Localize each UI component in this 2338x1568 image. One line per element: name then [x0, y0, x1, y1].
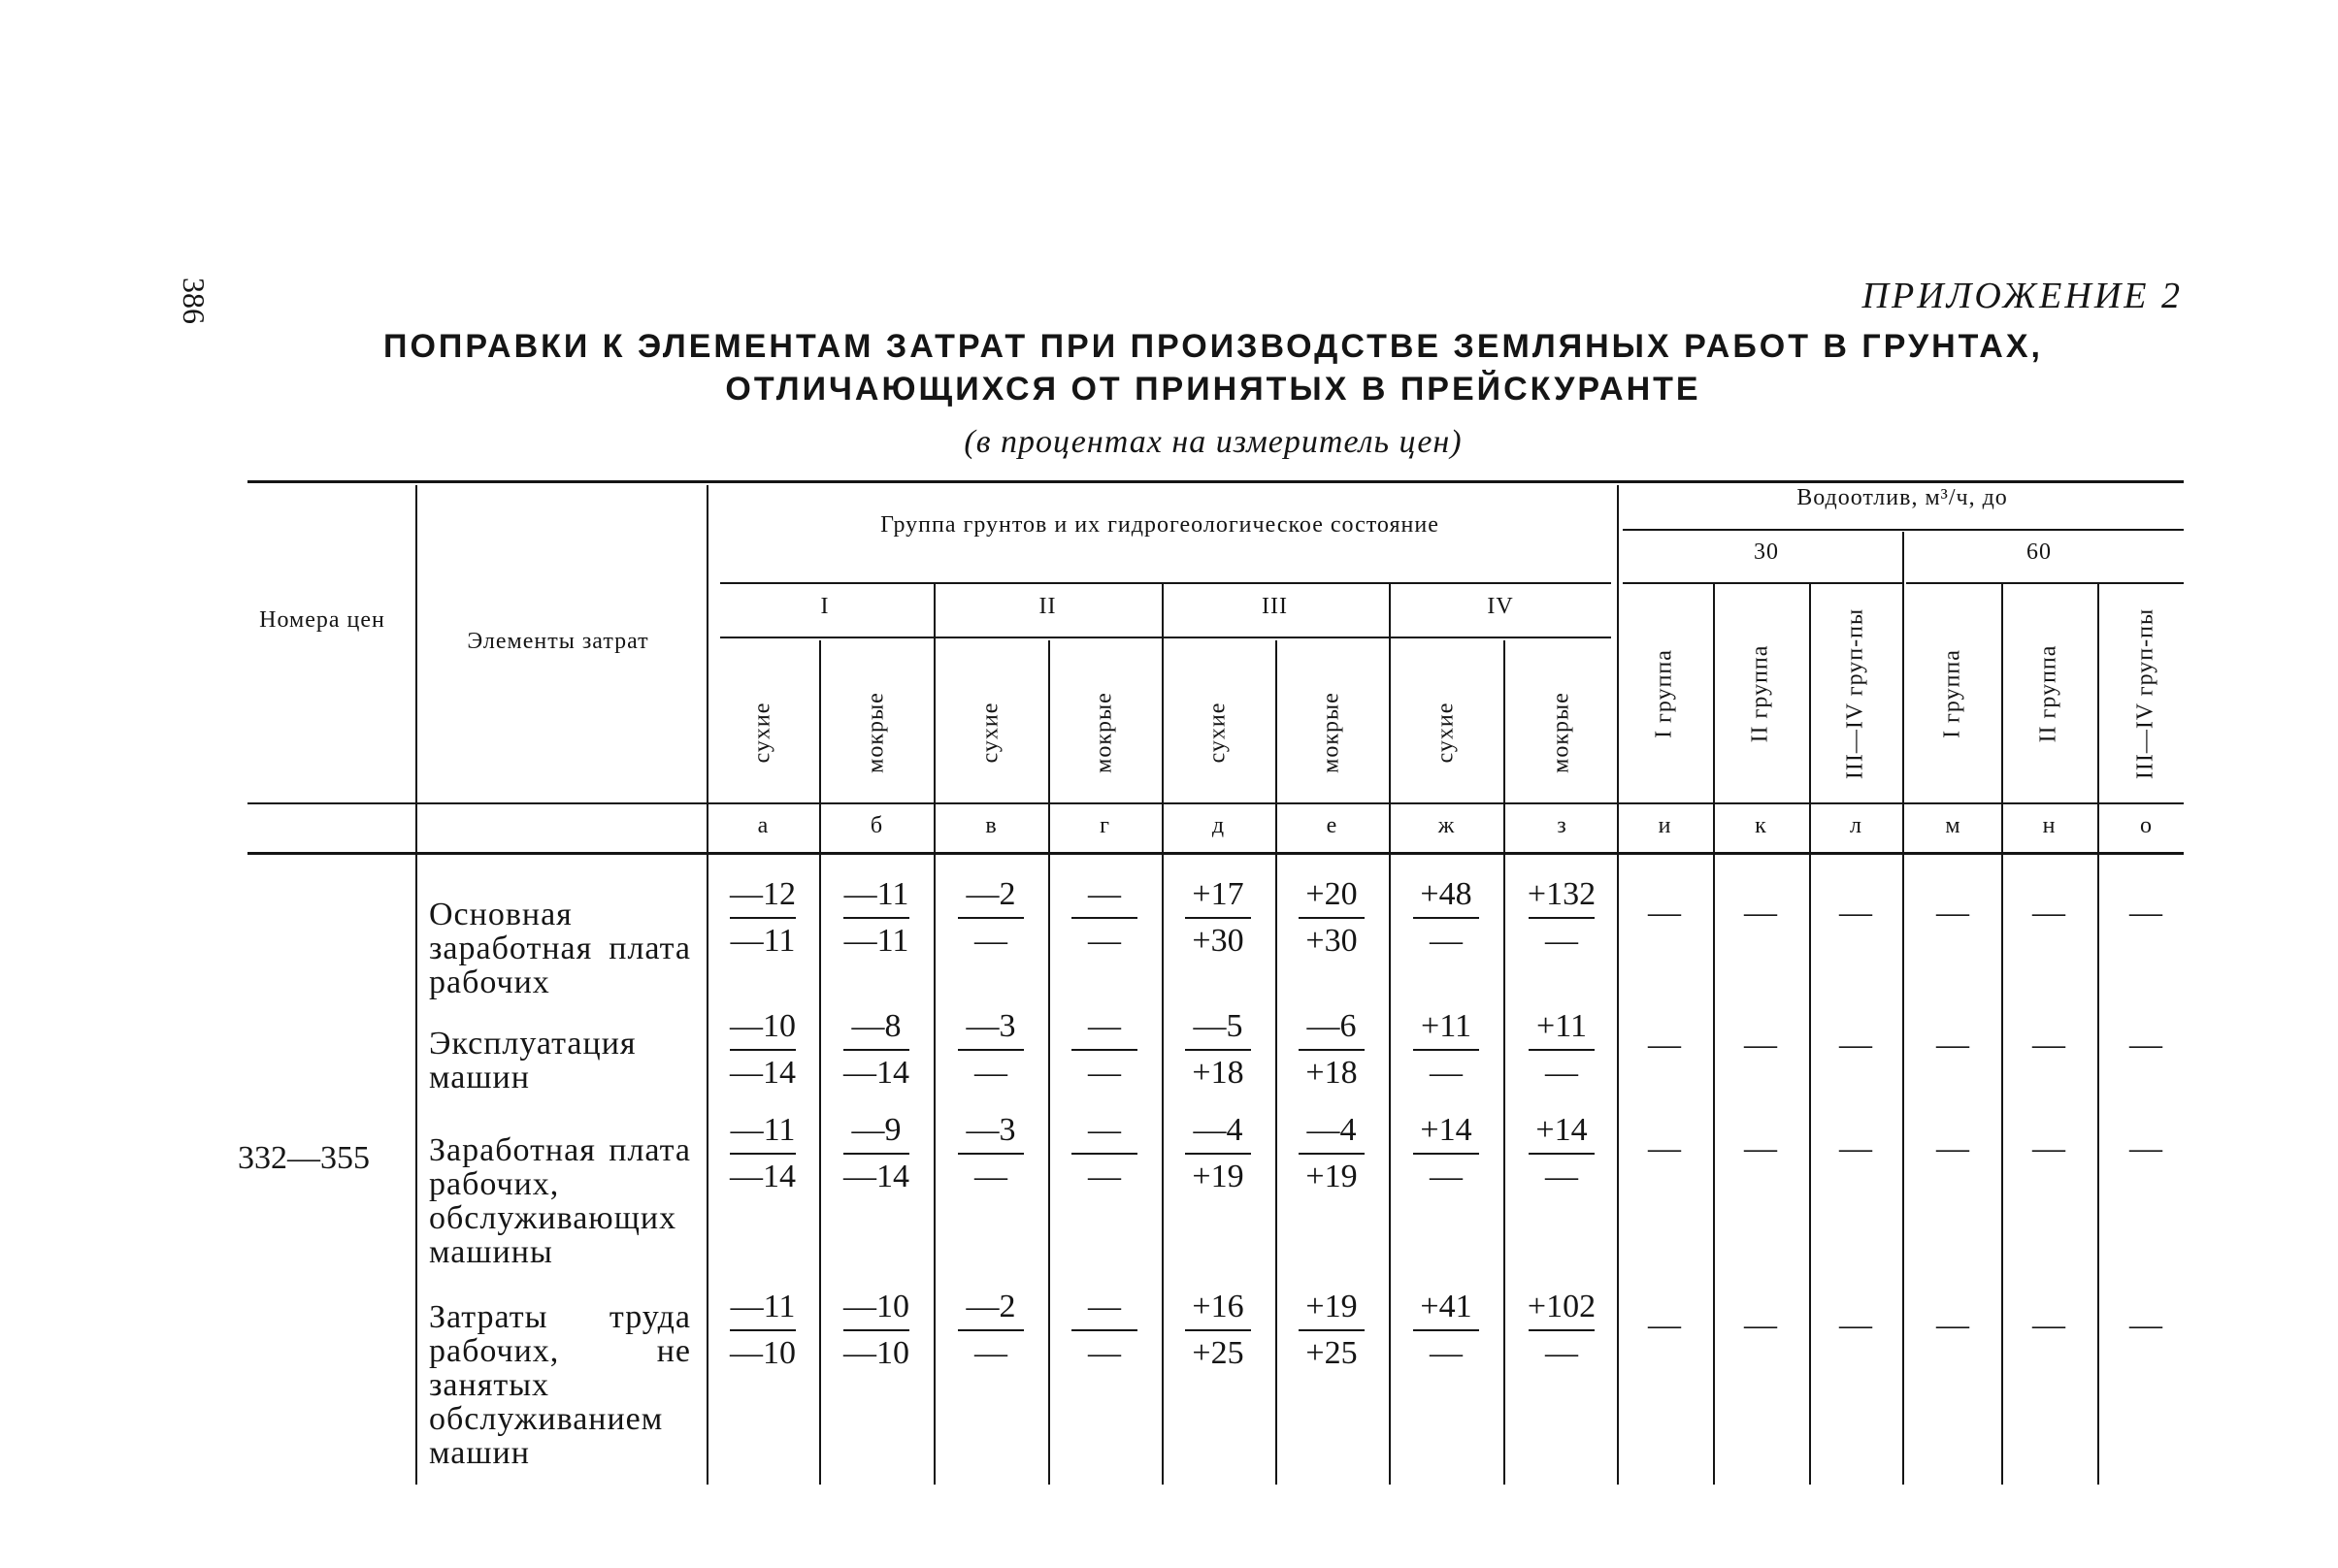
cell-denominator: —11 — [843, 923, 909, 959]
drain-cell: — — [1744, 1130, 1777, 1166]
table-cell — [709, 1109, 816, 1198]
table-cell — [938, 873, 1044, 963]
rule-above-letters — [247, 802, 2184, 804]
table-cell — [1165, 873, 1271, 963]
table-cell — [1165, 1005, 1271, 1094]
header-state-4: сухие — [1204, 702, 1231, 764]
cell-denominator: —10 — [730, 1335, 796, 1371]
cell-denominator: — — [1088, 1159, 1121, 1194]
drain-cell: — — [2129, 1027, 2162, 1062]
table-cell — [823, 1286, 930, 1375]
header-soil-group: Группа грунтов и их гидрогеологическое состояние — [880, 512, 1439, 538]
table-cell — [1278, 1005, 1385, 1094]
cell-numerator: —8 — [851, 1008, 902, 1044]
vline-elements — [707, 485, 708, 1485]
cell-denominator: —14 — [843, 1159, 909, 1194]
cell-numerator: —2 — [966, 876, 1016, 912]
table-cell — [709, 873, 816, 963]
vline-soil-5 — [1389, 584, 1391, 1485]
cell-denominator: — — [1545, 1335, 1578, 1371]
cell-numerator: —4 — [1193, 1112, 1243, 1148]
cell-numerator: —2 — [966, 1289, 1016, 1324]
fraction-bar — [1299, 1049, 1365, 1051]
cell-numerator: +14 — [1420, 1112, 1472, 1148]
drain-cell: — — [1839, 895, 1872, 931]
column-letter-3: г — [1100, 813, 1109, 838]
cell-numerator: — — [1088, 1112, 1121, 1148]
column-letter-12: н — [2042, 813, 2056, 838]
cell-denominator: — — [1088, 1055, 1121, 1091]
cell-denominator: — — [1430, 1335, 1463, 1371]
cell-numerator: — — [1088, 1289, 1121, 1324]
drain-cell: — — [2032, 1027, 2065, 1062]
cell-numerator: —9 — [851, 1112, 902, 1148]
drain-cell: — — [1839, 1130, 1872, 1166]
table-cell — [1165, 1109, 1271, 1198]
vline-price — [415, 485, 417, 1485]
header-drain-group-5: III—IV груп-пы — [2132, 607, 2158, 780]
table-cell — [823, 1109, 930, 1198]
drain-cell: — — [2032, 1307, 2065, 1343]
table-cell — [1508, 1005, 1615, 1094]
drain-cell: — — [1839, 1307, 1872, 1343]
cell-denominator: — — [1430, 923, 1463, 959]
column-letter-2: в — [985, 813, 997, 838]
vline-soil-6 — [1503, 640, 1505, 1485]
table-cell — [709, 1286, 816, 1375]
fraction-bar — [1299, 1153, 1365, 1155]
header-state-3: мокрые — [1091, 692, 1117, 773]
cell-numerator: +41 — [1420, 1289, 1472, 1324]
cell-denominator: +30 — [1305, 923, 1358, 959]
appendix-label: ПРИЛОЖЕНИЕ 2 — [1861, 276, 2183, 316]
drain-cell: — — [2129, 895, 2162, 931]
vline-soil-4 — [1275, 640, 1277, 1485]
header-drain-group-4: II группа — [2035, 644, 2061, 743]
fraction-bar — [1529, 1049, 1595, 1051]
header-drainage-60: 60 — [2026, 539, 2052, 565]
drain-cell: — — [1936, 895, 1969, 931]
fraction-bar — [1413, 1153, 1479, 1155]
cell-numerator: —10 — [730, 1008, 796, 1044]
cell-denominator: —14 — [843, 1055, 909, 1091]
rule-under-groups — [720, 637, 1611, 638]
drain-cell: — — [1936, 1307, 1969, 1343]
cell-denominator: — — [1088, 1335, 1121, 1371]
cell-numerator: —11 — [843, 876, 909, 912]
rule-under-drain-30 — [1623, 582, 1904, 584]
header-drainage: Водоотлив, м³/ч, до — [1796, 485, 2008, 510]
fraction-bar — [1413, 917, 1479, 919]
fraction-bar — [730, 1153, 796, 1155]
table-cell — [938, 1005, 1044, 1094]
drain-cell: — — [1648, 895, 1681, 931]
drain-cell: — — [1839, 1027, 1872, 1062]
header-price-numbers: Номера цен — [259, 607, 385, 633]
cell-denominator: —14 — [730, 1055, 796, 1091]
fraction-bar — [1071, 1153, 1137, 1155]
fraction-bar — [1185, 1329, 1251, 1331]
fraction-bar — [1529, 917, 1595, 919]
vline-soil-1 — [934, 584, 936, 1485]
cell-numerator: +11 — [1536, 1008, 1587, 1044]
cell-numerator: +14 — [1535, 1112, 1588, 1148]
table-cell — [1051, 1005, 1158, 1094]
cell-numerator: —3 — [966, 1112, 1016, 1148]
fraction-bar — [1529, 1153, 1595, 1155]
cell-numerator: +102 — [1527, 1289, 1597, 1324]
cell-denominator: +30 — [1192, 923, 1244, 959]
column-letter-11: м — [1945, 813, 1960, 838]
table-cell — [1393, 1286, 1499, 1375]
fraction-bar — [1071, 1329, 1137, 1331]
column-letter-6: ж — [1437, 813, 1455, 838]
header-state-0: сухие — [749, 702, 775, 764]
cell-denominator: +18 — [1305, 1055, 1358, 1091]
drain-cell: — — [1744, 1307, 1777, 1343]
column-letter-0: а — [757, 813, 769, 838]
cell-denominator: — — [1545, 1055, 1578, 1091]
table-cell — [1051, 1109, 1158, 1198]
cell-denominator: — — [974, 923, 1007, 959]
column-letter-8: и — [1658, 813, 1671, 838]
cell-numerator: — — [1088, 1008, 1121, 1044]
cell-numerator: +16 — [1192, 1289, 1244, 1324]
header-cost-elements: Элементы затрат — [467, 629, 649, 654]
table-cell — [1508, 1286, 1615, 1375]
cell-denominator: — — [1430, 1159, 1463, 1194]
cell-numerator: +20 — [1305, 876, 1358, 912]
cell-denominator: — — [1088, 923, 1121, 959]
column-letter-5: е — [1326, 813, 1337, 838]
cell-numerator: +17 — [1192, 876, 1244, 912]
drain-cell: — — [1744, 1027, 1777, 1062]
drain-cell: — — [2032, 895, 2065, 931]
fraction-bar — [958, 917, 1024, 919]
fraction-bar — [1185, 917, 1251, 919]
fraction-bar — [843, 1049, 909, 1051]
header-group-3: III — [1262, 594, 1288, 619]
cell-numerator: —10 — [843, 1289, 909, 1324]
page-number: 386 — [177, 278, 212, 324]
cell-denominator: +25 — [1192, 1335, 1244, 1371]
fraction-bar — [730, 1329, 796, 1331]
cell-denominator: +18 — [1192, 1055, 1244, 1091]
cost-element-label: Основная заработная плата рабочих — [429, 897, 691, 1000]
title-line-1: ПОПРАВКИ К ЭЛЕМЕНТАМ ЗАТРАТ ПРИ ПРОИЗВОДСТВЕ ЗЕМЛЯНЫХ РАБОТ В ГРУНТАХ, — [383, 328, 2043, 365]
cell-denominator: —10 — [843, 1335, 909, 1371]
table-cell — [1278, 873, 1385, 963]
column-letter-10: л — [1850, 813, 1861, 838]
column-letter-13: о — [2140, 813, 2152, 838]
table-cell — [1393, 873, 1499, 963]
vline-soil-2 — [1048, 640, 1050, 1485]
rule-under-drain-60 — [1906, 582, 2184, 584]
drain-cell: — — [1648, 1130, 1681, 1166]
subtitle: (в процентах на измеритель цен) — [964, 424, 1463, 460]
cost-element-label: Затраты труда рабочих, не занятых обслуживанием машин — [429, 1299, 691, 1471]
cell-numerator: +19 — [1305, 1289, 1358, 1324]
header-group-4: IV — [1487, 594, 1514, 619]
cost-element-label: Эксплуатация машин — [429, 1026, 637, 1095]
cell-numerator: +132 — [1527, 876, 1597, 912]
column-letter-7: з — [1557, 813, 1566, 838]
fraction-bar — [1185, 1153, 1251, 1155]
cell-denominator: —11 — [730, 923, 796, 959]
cell-numerator: —3 — [966, 1008, 1016, 1044]
header-drain-group-2: III—IV груп-пы — [1842, 607, 1868, 780]
table-cell — [938, 1109, 1044, 1198]
cell-numerator: —11 — [730, 1289, 796, 1324]
cell-denominator: — — [974, 1055, 1007, 1091]
header-state-6: сухие — [1432, 702, 1459, 764]
table-top-rule — [247, 480, 2184, 483]
cell-numerator: —5 — [1193, 1008, 1243, 1044]
rule-under-drain-title — [1623, 529, 2184, 531]
header-drain-group-1: II группа — [1747, 644, 1773, 743]
header-drainage-30: 30 — [1754, 539, 1779, 565]
table-cell — [823, 1005, 930, 1094]
cell-denominator: +19 — [1305, 1159, 1358, 1194]
fraction-bar — [1529, 1329, 1595, 1331]
drain-cell: — — [1936, 1027, 1969, 1062]
cell-numerator: —4 — [1306, 1112, 1357, 1148]
vline-soil-3 — [1162, 584, 1164, 1485]
cell-numerator: —11 — [730, 1112, 796, 1148]
cell-denominator: — — [974, 1159, 1007, 1194]
column-letter-9: к — [1755, 813, 1766, 838]
header-state-2: сухие — [977, 702, 1004, 764]
fraction-bar — [1185, 1049, 1251, 1051]
cost-element-label: Заработная плата рабочих, обслуживающих машины — [429, 1132, 691, 1270]
fraction-bar — [1299, 1329, 1365, 1331]
fraction-bar — [843, 1329, 909, 1331]
drain-cell: — — [1936, 1130, 1969, 1166]
cell-numerator: +11 — [1421, 1008, 1471, 1044]
cell-denominator: — — [974, 1335, 1007, 1371]
cell-denominator: +19 — [1192, 1159, 1244, 1194]
fraction-bar — [958, 1329, 1024, 1331]
vline-drain-2 — [2001, 584, 2003, 1485]
vline-drain-1 — [1809, 584, 1811, 1485]
vline-drain-0 — [1713, 584, 1715, 1485]
price-range: 332—355 — [238, 1140, 370, 1176]
drain-cell: — — [2129, 1307, 2162, 1343]
table-cell — [1165, 1286, 1271, 1375]
vline-drain-3 — [2097, 584, 2099, 1485]
fraction-bar — [843, 1153, 909, 1155]
table-cell — [1508, 1109, 1615, 1198]
header-group-2: II — [1038, 594, 1057, 619]
cell-denominator: +25 — [1305, 1335, 1358, 1371]
header-state-7: мокрые — [1548, 692, 1574, 773]
table-cell — [938, 1286, 1044, 1375]
fraction-bar — [730, 917, 796, 919]
table-cell — [1051, 873, 1158, 963]
header-group-1: I — [820, 594, 830, 619]
fraction-bar — [1299, 917, 1365, 919]
drain-cell: — — [1744, 895, 1777, 931]
table-cell — [1051, 1286, 1158, 1375]
table-cell — [1278, 1286, 1385, 1375]
fraction-bar — [1071, 917, 1137, 919]
rule-below-letters — [247, 852, 2184, 855]
table-cell — [1278, 1109, 1385, 1198]
cell-denominator: —14 — [730, 1159, 796, 1194]
fraction-bar — [958, 1153, 1024, 1155]
vline-soil-0 — [819, 640, 821, 1485]
vline-soil-drain — [1617, 485, 1619, 1485]
vline-drain-30-60 — [1902, 532, 1904, 1485]
column-letter-1: б — [870, 813, 883, 838]
table-cell — [1393, 1109, 1499, 1198]
cell-numerator: —12 — [730, 876, 796, 912]
drain-cell: — — [1648, 1027, 1681, 1062]
cell-denominator: — — [1545, 923, 1578, 959]
fraction-bar — [730, 1049, 796, 1051]
fraction-bar — [1071, 1049, 1137, 1051]
cell-denominator: — — [1545, 1159, 1578, 1194]
header-state-1: мокрые — [863, 692, 889, 773]
drain-cell: — — [2032, 1130, 2065, 1166]
title-line-2: ОТЛИЧАЮЩИХСЯ ОТ ПРИНЯТЫХ В ПРЕЙСКУРАНТЕ — [725, 371, 1701, 408]
header-state-5: мокрые — [1318, 692, 1344, 773]
drain-cell: — — [2129, 1130, 2162, 1166]
rule-under-soil-title — [720, 582, 1611, 584]
cell-denominator: — — [1430, 1055, 1463, 1091]
cell-numerator: —6 — [1306, 1008, 1357, 1044]
fraction-bar — [958, 1049, 1024, 1051]
fraction-bar — [1413, 1329, 1479, 1331]
cell-numerator: +48 — [1420, 876, 1472, 912]
table-cell — [709, 1005, 816, 1094]
header-drain-group-3: I группа — [1939, 649, 1965, 738]
cell-numerator: — — [1088, 876, 1121, 912]
fraction-bar — [1413, 1049, 1479, 1051]
table-cell — [1393, 1005, 1499, 1094]
table-cell — [1508, 873, 1615, 963]
header-drain-group-0: I группа — [1651, 649, 1677, 738]
table-cell — [823, 873, 930, 963]
drain-cell: — — [1648, 1307, 1681, 1343]
fraction-bar — [843, 917, 909, 919]
column-letter-4: д — [1211, 813, 1225, 838]
